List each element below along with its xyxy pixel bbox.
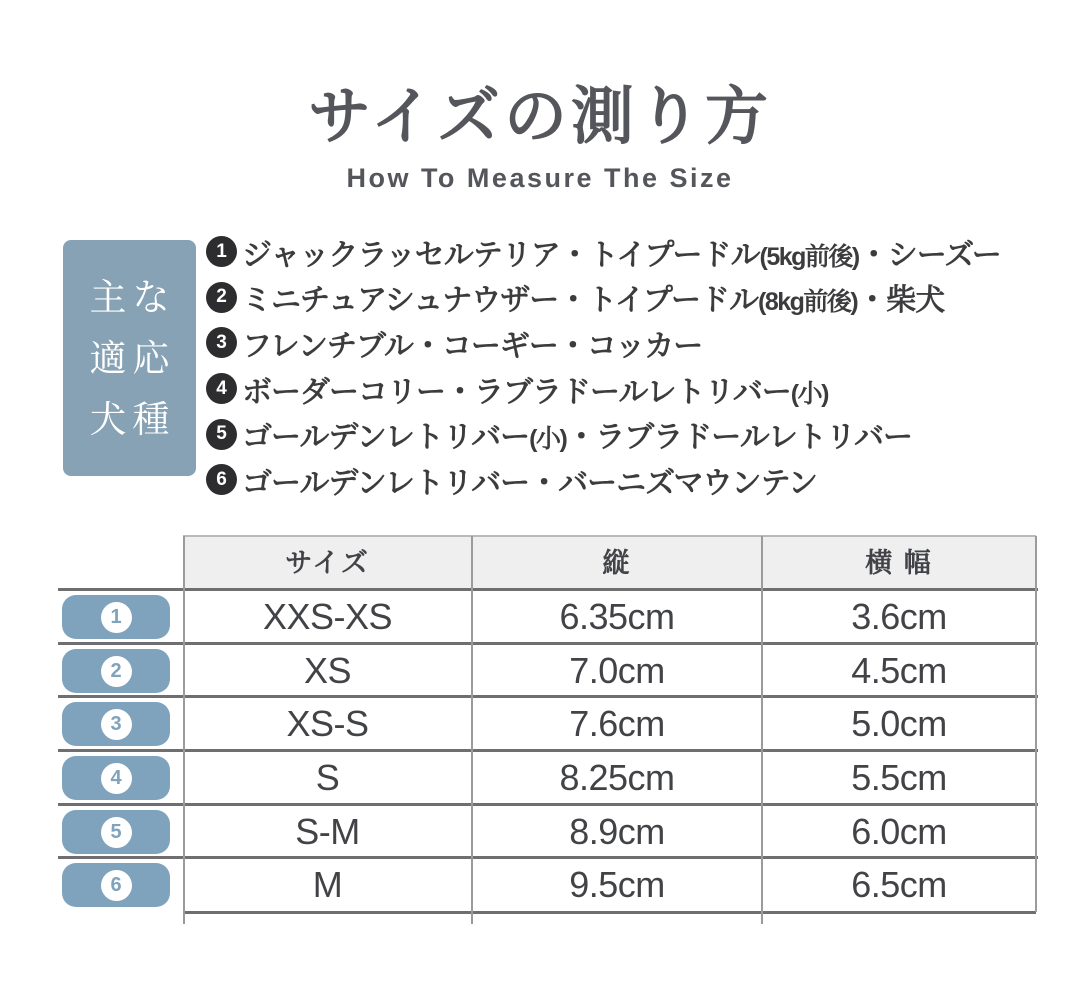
table-right-border	[1035, 536, 1037, 912]
breed-list	[206, 229, 1001, 503]
cell-height: 6.35cm	[559, 596, 675, 637]
cell-height: 8.25cm	[559, 757, 675, 798]
table-left-border	[183, 536, 185, 924]
row-number-badge	[62, 756, 170, 800]
cell-size: XS-S	[286, 703, 369, 744]
row-number-badge	[62, 702, 170, 746]
table-row	[0, 590, 1080, 644]
breed-list-item	[206, 457, 1001, 503]
row-number: 6	[101, 870, 132, 901]
row-separator-line	[58, 803, 1038, 806]
page-title: サイズの測り方	[308, 82, 772, 152]
column-header-width: 横 幅	[865, 548, 933, 578]
column-divider-line	[761, 536, 763, 924]
breed-list-item	[206, 320, 1001, 366]
row-number: 5	[101, 817, 132, 848]
breed-list-item	[206, 366, 1001, 412]
cell-size: XS	[303, 650, 352, 691]
table-bottom-border	[183, 911, 1036, 914]
row-number-badge	[62, 649, 170, 693]
row-separator-line	[58, 749, 1038, 752]
column-divider-line	[471, 536, 473, 924]
row-number: 2	[101, 656, 132, 687]
cell-size: M	[312, 864, 343, 905]
cell-width: 3.6cm	[851, 596, 947, 637]
circled-number-icon: 5	[206, 419, 237, 450]
table-row	[0, 751, 1080, 805]
breed-list-item	[206, 411, 1001, 457]
row-number-badge	[62, 863, 170, 907]
breed-text: ゴールデンレトリバー(小)・ラブラドールレトリバー	[242, 421, 913, 455]
circled-number-icon: 3	[206, 327, 237, 358]
cell-width: 5.5cm	[851, 757, 947, 798]
row-number-badge	[62, 810, 170, 854]
table-row	[0, 644, 1080, 698]
column-header-size: サイズ	[285, 548, 370, 578]
breed-label-line: 犬種	[89, 398, 176, 440]
breed-label-line: 適応	[89, 337, 176, 379]
breed-text: フレンチブル・コーギー・コッカー	[242, 329, 703, 363]
breed-list-item	[206, 275, 1001, 321]
breed-label-line: 主な	[89, 276, 176, 318]
row-number: 4	[101, 763, 132, 794]
cell-size: S-M	[295, 811, 360, 852]
cell-width: 4.5cm	[851, 650, 947, 691]
row-number-badge	[62, 595, 170, 639]
row-separator-line	[58, 588, 1038, 591]
circled-number-icon: 4	[206, 373, 237, 404]
column-header-height: 縦	[602, 548, 632, 578]
cell-width: 6.5cm	[851, 864, 947, 905]
cell-size: XXS-XS	[262, 596, 393, 637]
circled-number-icon: 1	[206, 236, 237, 267]
breed-category-label	[63, 240, 196, 476]
cell-height: 7.0cm	[569, 650, 665, 691]
circled-number-icon: 6	[206, 464, 237, 495]
page-subtitle: How To Measure The Size	[346, 163, 734, 193]
table-row	[0, 697, 1080, 751]
cell-width: 5.0cm	[851, 703, 947, 744]
table-row	[0, 805, 1080, 859]
breed-text: ジャックラッセルテリア・トイプードル(5kg前後)・シーズー	[242, 238, 1001, 272]
breed-text: ミニチュアシュナウザー・トイプードル(8kg前後)・柴犬	[242, 284, 945, 318]
row-number: 1	[101, 602, 132, 633]
breed-text: ゴールデンレトリバー・バーニズマウンテン	[242, 466, 818, 500]
cell-height: 7.6cm	[569, 703, 665, 744]
breed-text: ボーダーコリー・ラブラドールレトリバー(小)	[242, 375, 828, 409]
cell-width: 6.0cm	[851, 811, 947, 852]
cell-height: 9.5cm	[569, 864, 665, 905]
cell-height: 8.9cm	[569, 811, 665, 852]
circled-number-icon: 2	[206, 282, 237, 313]
breed-list-item	[206, 229, 1001, 275]
table-row	[0, 858, 1080, 912]
row-separator-line	[58, 856, 1038, 859]
row-separator-line	[58, 695, 1038, 698]
row-separator-line	[58, 642, 1038, 645]
row-number: 3	[101, 709, 132, 740]
table-top-border	[183, 535, 1036, 537]
cell-size: S	[315, 757, 340, 798]
